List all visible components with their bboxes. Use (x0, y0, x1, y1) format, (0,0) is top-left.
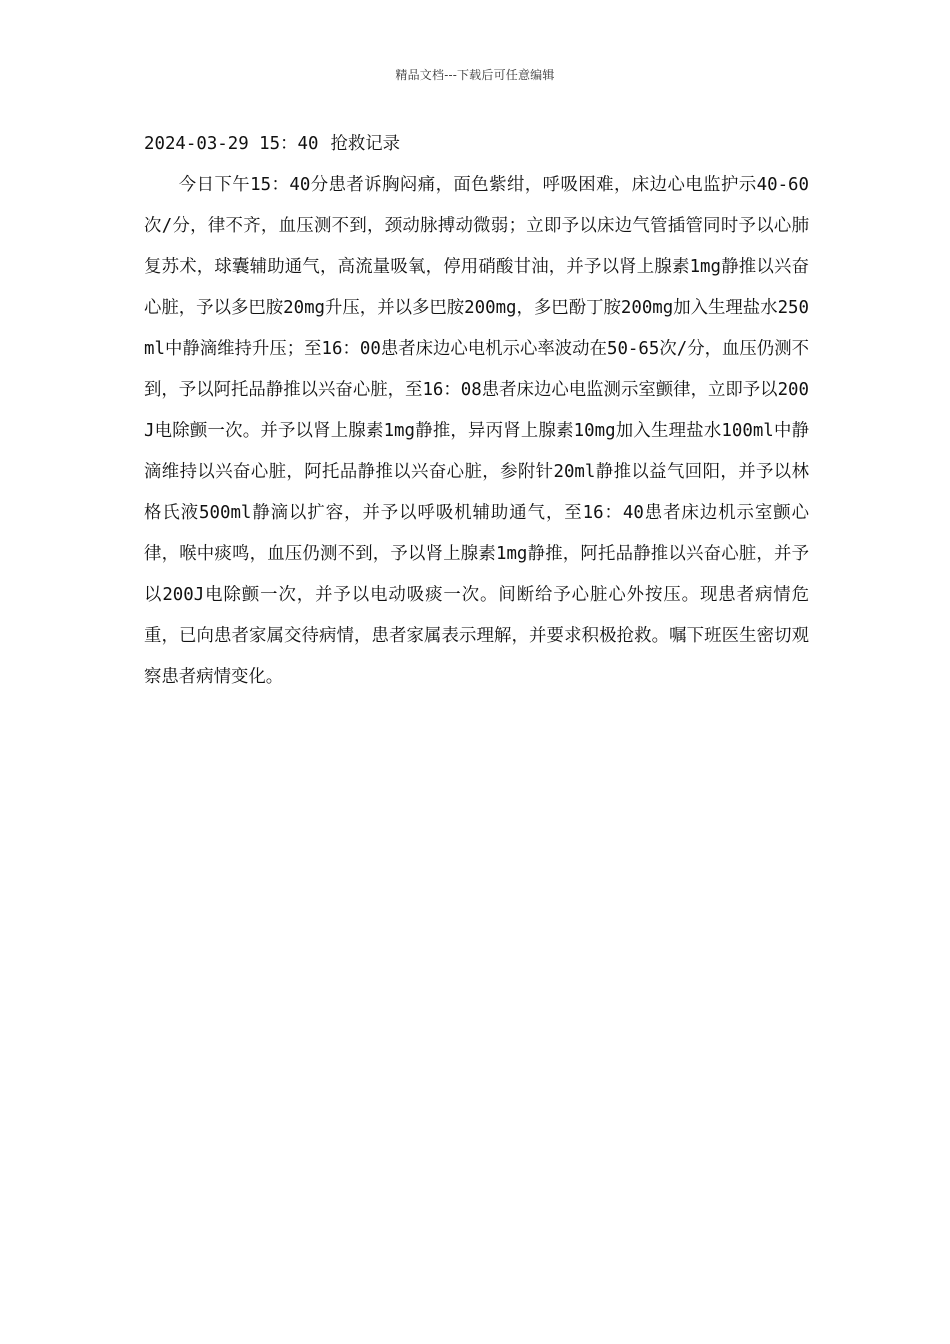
rescue-record (144, 124, 809, 698)
record-body: 今日下午15：40分患者诉胸闷痛，面色紫绀，呼吸困难，床边心电监护示40-60次/分，律不齐，血压测不到，颈动脉搏动微弱；立即予以床边气管插管同时予以心肺复苏术，球囊辅助通气，高流量吸氧，停用硝酸甘油，并予以肾上腺素1mg静推以兴奋心脏，予以多巴胺20mg升压，并以多巴胺200mg，多巴酚丁胺200mg加入生理盐水250ml中静滴维持升压；至16：00患者床边心电机示心率波动在50-65次/分，血压仍测不到，予以阿托品静推以兴奋心脏，至16：08患者床边心电监测示室颤律，立即予以200J电除颤一次。并予以肾上腺素1mg静推，异丙肾上腺素10mg加入生理盐水100ml中静滴维持以兴奋心脏，阿托品静推以兴奋心脏，参附针20ml静推以益气回阳，并予以林格氏液500ml静滴以扩容，并予以呼吸机辅助通气，至16：40患者床边机示室颤心律，喉中痰鸣，血压仍测不到，予以肾上腺素1mg静推，阿托品静推以兴奋心脏，并予以200J电除颤一次，并予以电动吸痰一次。间断给予心脏心外按压。现患者病情危重，已向患者家属交待病情，患者家属表示理解，并要求积极抢救。嘱下班医生密切观察患者病情变化。 (144, 175, 809, 687)
record-timestamp: 2024-03-29 15：40 (144, 134, 319, 154)
record-heading (144, 124, 809, 165)
record-title: 抢救记录 (330, 134, 401, 154)
page-header: 精品文档---下载后可任意编辑 (395, 68, 555, 82)
